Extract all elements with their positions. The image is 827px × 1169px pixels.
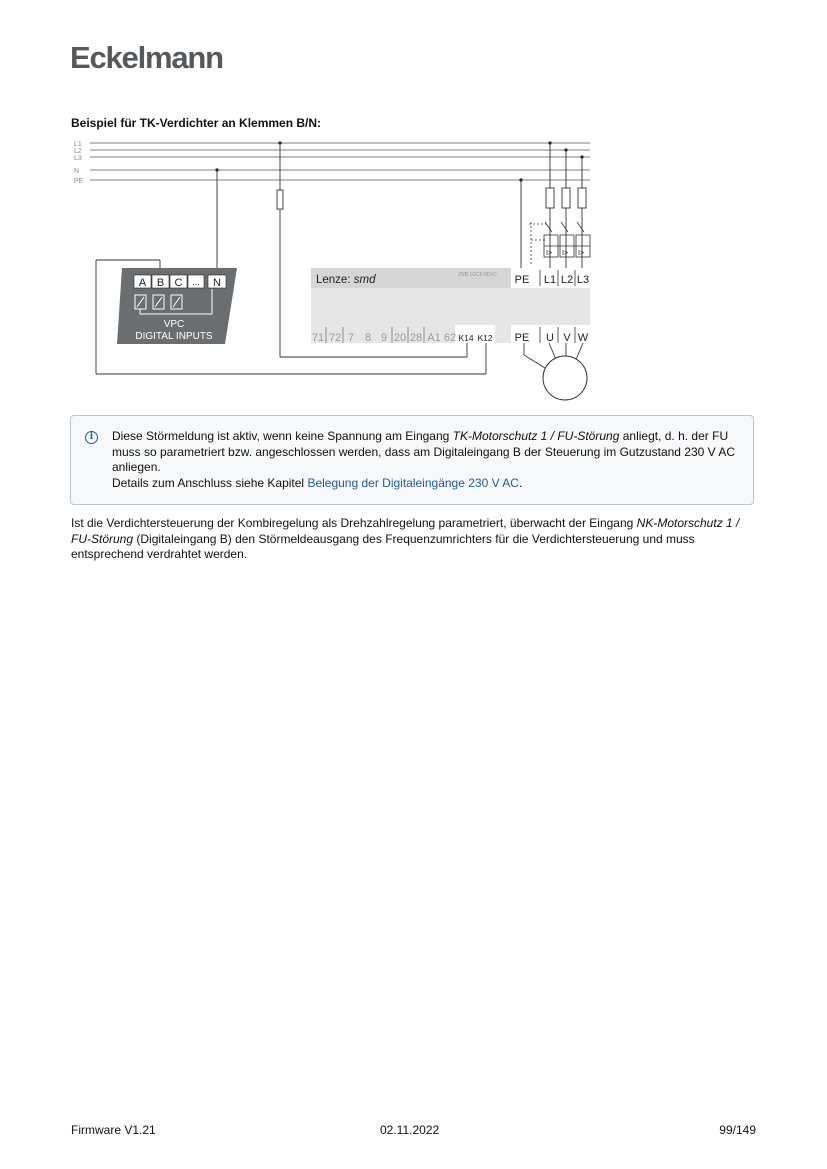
motor-symbol xyxy=(543,356,587,400)
frequency-converter xyxy=(311,268,590,344)
bus-lines xyxy=(90,143,590,180)
section-heading: Beispiel für TK-Verdichter an Klemmen B/N: xyxy=(71,116,322,130)
fu-terminal-v: V xyxy=(563,332,571,344)
bus-label-n: N xyxy=(74,168,80,175)
fu-model-label: Lenze: smd xyxy=(316,274,376,286)
fu-terminal-l1: L1 xyxy=(543,274,557,286)
fu-terminal-20: 20 xyxy=(393,332,407,344)
bus-label-l2: L2 xyxy=(74,148,82,155)
fu-terminal-28: 28 xyxy=(409,332,423,344)
fu-terminal-8: 8 xyxy=(364,332,372,344)
fu-terminal-l3: L3 xyxy=(576,274,590,286)
vpc-input-c: C xyxy=(174,277,183,289)
vpc-input-a: A xyxy=(138,277,147,289)
footer-date: 02.11.2022 xyxy=(380,1123,440,1137)
vpc-input-n: N xyxy=(213,277,221,289)
protection-label-1: I> xyxy=(546,250,553,257)
bus-label-pe: PE xyxy=(74,178,84,185)
footer-page-number: 99/149 xyxy=(719,1123,756,1137)
digital-inputs-link[interactable]: Belegung der Digitaleingänge 230 V AC xyxy=(307,475,519,490)
fu-terminal-71: 71 xyxy=(311,332,325,344)
fu-terminal-9: 9 xyxy=(380,332,388,344)
fu-terminal-u: U xyxy=(546,332,554,344)
vpc-label: VPC xyxy=(163,319,185,330)
wiring-diagram xyxy=(0,0,827,410)
info-text: Diese Störmeldung ist aktiv, wenn keine Spannung am Eingang TK-Motorschutz 1 / FU-Störung anliegt, d. h. der FU muss so parametriert bzw. angeschlossen werden, dass am Digitaleingang B der Steuerung im Gutzustand 230 V AC anliegen. Details zum Anschluss siehe Kapitel Belegung der Digitaleingänge 230 V AC. xyxy=(112,429,735,490)
fu-terminal-a1: A1 xyxy=(427,332,441,344)
vpc-module xyxy=(117,268,237,344)
protection-label-2: I> xyxy=(562,250,569,257)
vpc-digital-inputs-label: DIGITAL INPUTS xyxy=(135,331,213,342)
company-logo: Eckelmann xyxy=(70,40,223,75)
fu-terminal-7: 7 xyxy=(347,332,355,344)
fu-relay-k12: K12 xyxy=(477,333,493,343)
vpc-input-more: ... xyxy=(192,277,200,287)
fu-terminal-w: W xyxy=(577,332,589,344)
vpc-input-b: B xyxy=(156,277,165,289)
motor-protection-switch xyxy=(529,222,590,264)
fuses xyxy=(277,188,586,209)
body-paragraph: Ist die Verdichtersteuerung der Kombiregelung als Drehzahlregelung parametriert, überwacht der Eingang NK-Motorschutz 1 / FU-Störung (Digitaleingang B) den Störmeldeausgang des Frequenzumrichters für die Verdichtersteuerung und muss entsprechend verdrahtet werden. xyxy=(71,516,740,561)
footer-firmware: Firmware V1.21 xyxy=(71,1123,156,1137)
bus-label-l1: L1 xyxy=(74,141,82,148)
junction-dots xyxy=(215,141,583,181)
fu-terminal-72: 72 xyxy=(328,332,342,344)
fu-relay-k14: K14 xyxy=(458,333,474,343)
bus-label-l3: L3 xyxy=(74,155,82,162)
protection-label-3: I> xyxy=(578,250,585,257)
info-box xyxy=(70,415,754,505)
fu-terminal-l2: L2 xyxy=(560,274,574,286)
fu-terminal-62: 62 xyxy=(443,332,457,344)
fu-terminal-pe-bottom: PE xyxy=(514,332,530,344)
fu-part-number: ZNB 1GC5-0D1C xyxy=(458,272,497,278)
fu-terminal-pe-top: PE xyxy=(514,274,530,286)
info-icon: i xyxy=(85,431,98,444)
